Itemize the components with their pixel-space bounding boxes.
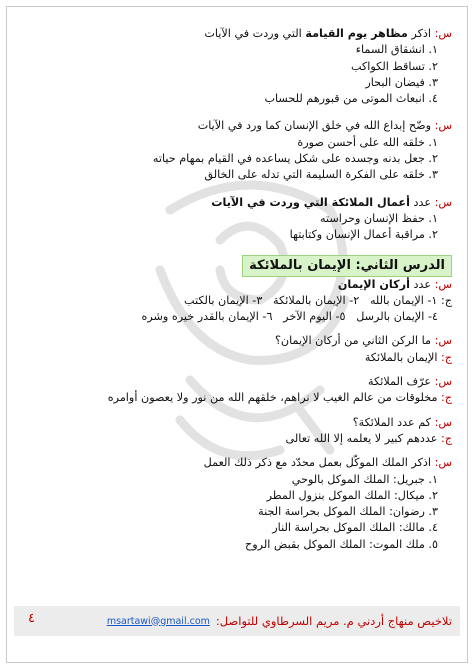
question-text: عدد [413, 277, 431, 291]
answer-list [22, 42, 452, 107]
question-tag: س: [434, 119, 452, 133]
list-item: ٢. مراقبة أعمال الإنسان وكتابتها [289, 228, 438, 242]
answer-text: مخلوقات من عالم الغيب لا نراهم، خلقهم الله من نور ولا يعصون أوامره [107, 391, 438, 405]
question-tag: س: [434, 456, 452, 470]
pillar-item: ٢- الإيمان بالملائكة [273, 293, 360, 307]
list-item: ٣. خلقه على الفكرة السليمة التي تدله على الخالق [204, 168, 438, 182]
answer-second-pillar [22, 350, 452, 366]
question-pillars-of-faith [22, 277, 452, 293]
answer-tag: ج: [441, 391, 452, 405]
question-tag: س: [434, 27, 452, 40]
list-item: ١. خلقه الله على أحسن صورة [297, 135, 438, 149]
question-text: التي وردت في الآيات [204, 27, 302, 40]
question-bold-text: مظاهر يوم القيامة [305, 27, 408, 40]
list-item: ١. جبريل: الملك الموكل بالوحي [291, 472, 438, 486]
pillars-answer [22, 293, 452, 326]
answer-text: عددهم كبير لا يعلمه إلا الله تعالى [285, 431, 438, 445]
pillar-item: ٤- الإيمان بالرسل [356, 310, 438, 324]
question-text: اذكر الملك الموكّل بعمل محدّد مع ذكر ذلك العمل [203, 456, 431, 470]
question-tag: س: [434, 334, 452, 348]
pillar-item: ٣- الإيمان بالكتب [184, 293, 263, 307]
list-item: ٤. مالك: الملك الموكل بحراسة النار [272, 521, 438, 535]
question-bold-text: أعمال الملائكة التي وردت في الآيات [211, 195, 410, 209]
contact-email-link[interactable]: msartawi@gmail.com [106, 615, 210, 627]
list-item: ٢. تساقط الكواكب [350, 59, 438, 73]
list-item: ٣. رضوان: الملك الموكل بحراسة الجنة [258, 505, 438, 519]
pillars-row [22, 293, 452, 309]
page-number: ٤ [28, 611, 35, 626]
page-footer [14, 606, 460, 636]
question-bold-text: أركان الإيمان [337, 277, 410, 291]
question-text: ما الركن الثاني من أركان الإيمان؟ [274, 334, 431, 348]
question-second-pillar [22, 333, 452, 349]
question-angel-deeds [22, 195, 452, 211]
answer-list [22, 211, 452, 244]
list-item: ٥. ملك الموت: الملك الموكل بقبض الروح [245, 537, 438, 551]
question-tag: س: [434, 375, 452, 389]
answer-list [22, 135, 452, 184]
question-number-of-angels [22, 415, 452, 431]
question-resurrection-signs [22, 26, 452, 42]
question-text: وضّح إبداع الله في خلق الإنسان كما ورد في الآيات [197, 119, 431, 133]
question-text: اذكر [411, 27, 431, 40]
list-item: ٣. فيضان البحار [365, 75, 438, 89]
list-item: ٢. جعل بدنه وجسده على شكل يساعده في القيام بمهام حياته [152, 152, 438, 166]
footer-title: تلاخيص منهاج أردني م. مريم السرطاوي للتواصل: [215, 614, 452, 628]
pillar-item: ٦- الإيمان بالقدر خيره وشره [141, 310, 273, 324]
pillars-row [22, 309, 452, 325]
pillar-item: ٥- اليوم الآخر [283, 310, 346, 324]
question-tag: س: [434, 277, 452, 291]
list-item: ١. حفظ الإنسان وحراسته [320, 211, 438, 225]
answer-number-of-angels [22, 431, 452, 447]
answer-list [22, 472, 452, 553]
answer-tag: ج: [441, 350, 452, 364]
question-tag: س: [434, 415, 452, 429]
question-human-creation [22, 118, 452, 134]
answer-tag: ج: [441, 293, 452, 307]
document-body [22, 26, 452, 553]
answer-text: الإيمان بالملائكة [364, 350, 438, 364]
list-item: ١. انشقاق السماء [355, 43, 438, 57]
question-angel-duties [22, 455, 452, 471]
question-text: كم عدد الملائكة؟ [352, 415, 431, 429]
question-text: عرّف الملائكة [368, 375, 431, 389]
question-text: عدد [413, 195, 431, 209]
list-item: ٤. انبعاث الموتى من قبورهم للحساب [264, 92, 438, 106]
question-define-angels [22, 374, 452, 390]
pillar-item: ١- الإيمان بالله [369, 293, 438, 307]
lesson-heading: الدرس الثاني: الإيمان بالملائكة [242, 255, 452, 277]
answer-tag: ج: [441, 431, 452, 445]
list-item: ٢. ميكال: الملك الموكل بنزول المطر [266, 488, 438, 502]
answer-define-angels [22, 390, 452, 406]
question-tag: س: [434, 195, 452, 209]
